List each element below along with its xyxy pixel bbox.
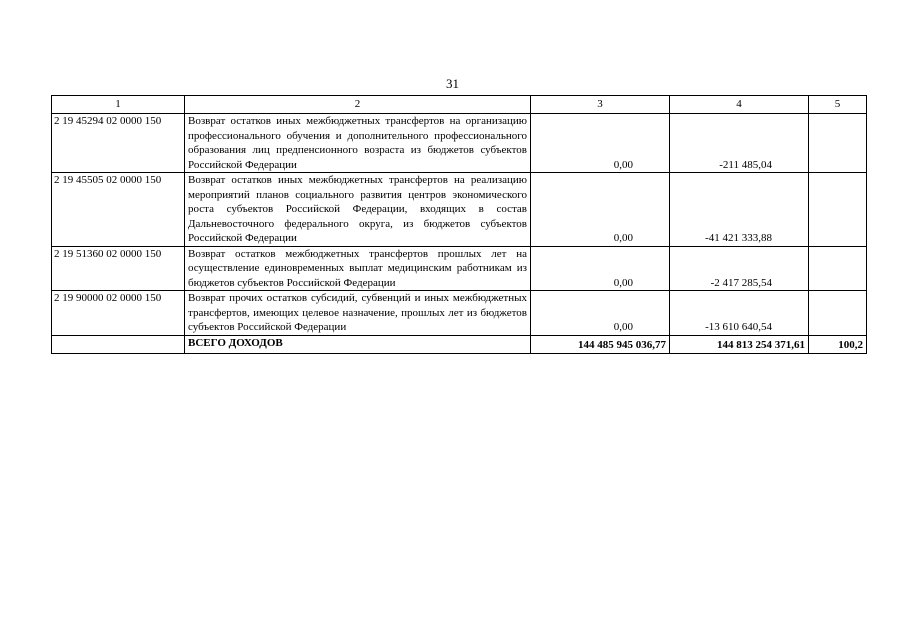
total-execution-percent: 100,2 xyxy=(809,335,867,353)
column-header-3: 3 xyxy=(531,96,670,114)
planned-amount: 0,00 xyxy=(531,114,670,173)
total-label: ВСЕГО ДОХОДОВ xyxy=(185,335,531,353)
execution-percent xyxy=(809,246,867,291)
column-header-1: 1 xyxy=(52,96,185,114)
execution-percent xyxy=(809,173,867,247)
table-row xyxy=(52,114,867,173)
actual-amount: -13 610 640,54 xyxy=(670,291,809,336)
column-header-2: 2 xyxy=(185,96,531,114)
actual-amount: -211 485,04 xyxy=(670,114,809,173)
execution-percent xyxy=(809,291,867,336)
actual-amount: -41 421 333,88 xyxy=(670,173,809,247)
planned-amount: 0,00 xyxy=(531,291,670,336)
column-header-5: 5 xyxy=(809,96,867,114)
row-description: Возврат остатков межбюджетных трансфертов прошлых лет на осуществление единовременных выплат медицинским работникам из бюджетов субъектов Российской Федерации xyxy=(185,246,531,291)
row-description: Возврат прочих остатков субсидий, субвенций и иных межбюджетных трансфертов, имеющих целевое назначение, прошлых лет из бюджетов субъектов Российской Федерации xyxy=(185,291,531,336)
budget-code: 2 19 51360 02 0000 150 xyxy=(52,246,185,291)
planned-amount: 0,00 xyxy=(531,173,670,247)
budget-code: 2 19 90000 02 0000 150 xyxy=(52,291,185,336)
table-row xyxy=(52,246,867,291)
column-header-4: 4 xyxy=(670,96,809,114)
actual-amount: -2 417 285,54 xyxy=(670,246,809,291)
budget-revenue-table xyxy=(51,95,867,354)
table-row xyxy=(52,291,867,336)
row-description: Возврат остатков иных межбюджетных трансфертов на организацию профессионального обучения и дополнительного профессионального образования лиц предпенсионного возраста из бюджетов субъектов Российской Федерации xyxy=(185,114,531,173)
planned-amount: 0,00 xyxy=(531,246,670,291)
table-header-row xyxy=(52,96,867,114)
row-description: Возврат остатков иных межбюджетных трансфертов на реализацию мероприятий планов социального развития центров экономического роста субъектов Российской Федерации, входящих в состав Дальневосточного федерального округа, из бюджетов субъектов Российской Федерации xyxy=(185,173,531,247)
total-code xyxy=(52,335,185,353)
budget-code: 2 19 45294 02 0000 150 xyxy=(52,114,185,173)
budget-code: 2 19 45505 02 0000 150 xyxy=(52,173,185,247)
total-actual-amount: 144 813 254 371,61 xyxy=(670,335,809,353)
execution-percent xyxy=(809,114,867,173)
page-number: 31 xyxy=(446,76,459,91)
total-planned-amount: 144 485 945 036,77 xyxy=(531,335,670,353)
table-row xyxy=(52,173,867,247)
total-row xyxy=(52,335,867,353)
